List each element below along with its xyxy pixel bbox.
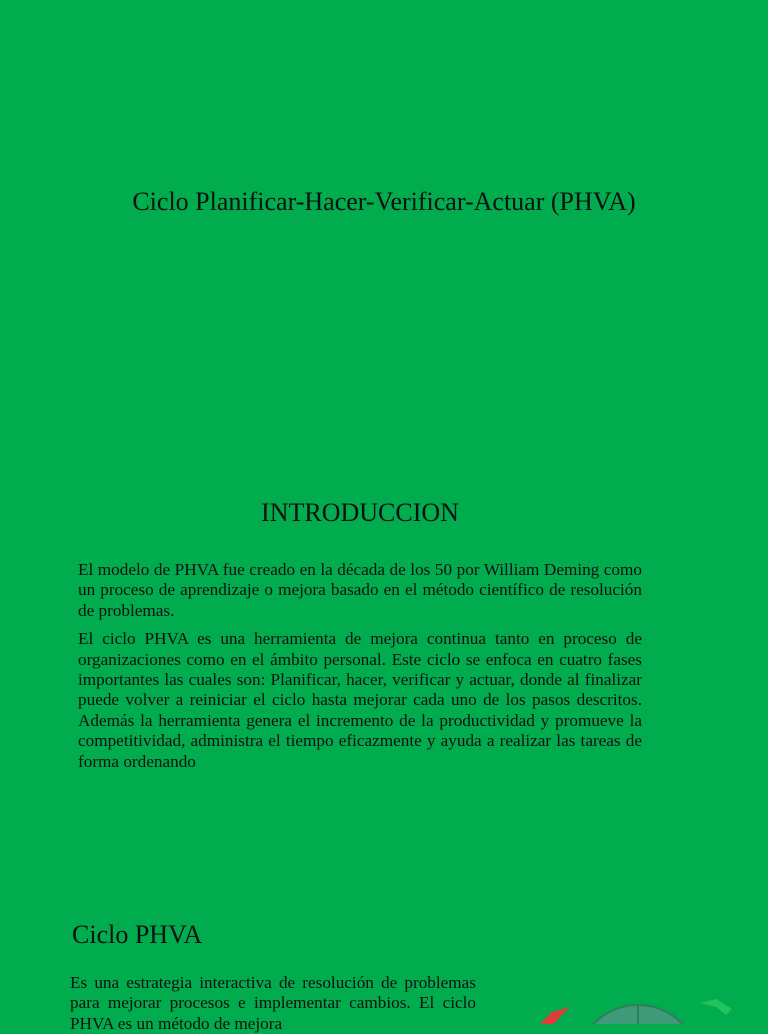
introduction-paragraph: El modelo de PHVA fue creado en la década de los 50 por William Deming como un proceso de aprendizaje o mejora basado en el método científico de resolución de problemas. — [78, 560, 642, 620]
cycle-section-paragraph: Es una estrategia interactiva de resolución de problemas para mejorar procesos e implementar cambios. El ciclo PHVA es un método de mejora — [70, 973, 476, 1033]
cycle-section-body — [70, 973, 476, 1034]
page-title: Ciclo Planificar-Hacer-Verificar-Actuar (PHVA) — [132, 187, 636, 216]
phva-cycle-diagram-icon — [530, 995, 750, 1024]
cycle-section-heading: Ciclo PHVA — [72, 920, 203, 949]
introduction-heading: INTRODUCCION — [261, 498, 459, 527]
introduction-body — [78, 560, 642, 780]
introduction-paragraph: El ciclo PHVA es una herramienta de mejora continua tanto en proceso de organizaciones como en el ámbito personal. Este ciclo se enfoca en cuatro fases importantes las cuales son: Planificar, hacer, verificar y actuar, donde al finalizar puede volver a reiniciar el ciclo hasta mejorar cada uno de los pasos descritos. Además la herramienta genera el incremento de la productividad y promueve la competitividad, administra el tiempo eficazmente y ayuda a realizar las tareas de forma ordenando — [78, 629, 642, 771]
cycle-green-arrow — [700, 999, 732, 1015]
cycle-red-arrow — [540, 1007, 570, 1024]
